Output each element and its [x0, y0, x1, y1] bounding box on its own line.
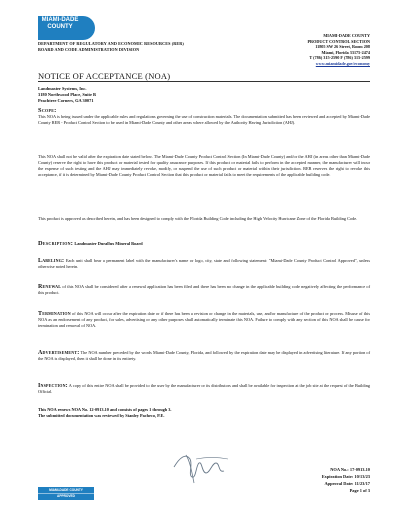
department-block	[38, 41, 184, 52]
advertisement-heading: Advertisement:	[38, 350, 80, 356]
description-text: Landmaster Durallux Mineral Board	[74, 241, 143, 246]
applicant-city: Peachtree Corners, GA 30071	[38, 98, 94, 103]
inspection-section	[38, 383, 370, 395]
address-block	[307, 33, 370, 66]
advertisement-section	[38, 350, 370, 362]
applicant-street: 3180 Northwood Place, Suite B	[38, 92, 96, 97]
renewal-heading: Renewal	[38, 284, 62, 290]
noa-footer	[322, 466, 370, 494]
badge-approved-text: APPROVED	[57, 494, 75, 498]
termination-heading: Termination	[38, 311, 71, 317]
renewal-text: of this NOA shall be considered after a renewal application has been filed and there has been no change in the applicable building code negatively affecting the performance of this product.	[38, 284, 370, 296]
inspection-text: A copy of this entire NOA shall be provided to the user by the manufacturer or its distributors and shall be available for inspection at the job site at the request of the Building Official.	[38, 383, 370, 395]
department-name: DEPARTMENT OF REGULATORY AND ECONOMIC RESOURCES (RER)	[38, 41, 184, 46]
page-number: Page 1 of 3	[349, 488, 370, 493]
applicant-address	[38, 86, 96, 104]
scope-paragraph-2: This NOA shall not be valid after the expiration date stated below. The Miami-Dade County Product Control Section (In Miami-Dade County) and/or the AHJ (in areas other than Miami-Dade County) reserve the right to have this product or material tested for quality assurance purposes. If this product or material fails to perform in the accepted manner, the manufacturer will incur the expense of such testing and the AHJ may immediately revoke, modify, or suspend the use of such product or material within their jurisdiction. RER reserves the right to revoke this acceptance, if it is determined by Miami-Dade County Product Control Section that this product or material fails to meet the requirements of the applicable building code.	[38, 154, 370, 178]
division-name: BOARD AND CODE ADMINISTRATION DIVISION	[38, 46, 140, 52]
title-divider	[38, 81, 370, 82]
address-line: PRODUCT CONTROL SECTION	[307, 38, 370, 44]
closing-section	[38, 407, 370, 419]
labeling-heading: Labeling:	[38, 258, 65, 264]
page-title: NOTICE OF ACCEPTANCE (NOA)	[38, 71, 171, 81]
address-line: MIAMI-DADE COUNTY	[323, 33, 370, 38]
reviewer-signature	[166, 445, 236, 487]
approval-date: Approval Date: 11/23/17	[324, 481, 370, 486]
labeling-text: Each unit shall bear a permanent label with the manufacturer's name or logo, city, state and following statement: "Miami-Dade County Product Control Approved", unless otherwise noted herein.	[38, 258, 370, 270]
termination-text: of this NOA will occur after the expiration date or if there has been a revision or change in the materials, use, and/or manufacture of the product or process. Misuse of this NOA as an endorsement of any product, for sales, advertising or any other purposes shall automatically terminate this NOA. Failure to comply with any section of this NOA shall be cause for termination and removal of NOA.	[38, 311, 370, 329]
website-link[interactable]: www.miamidade.gov/economy	[315, 60, 370, 66]
scope-paragraph-1: This NOA is being issued under the applicable rules and regulations governing the use of construction materials. The documentation submitted has been reviewed and accepted by Miami-Dade County RER - Product Control Section to be used in Miami-Dade County and other areas where allowed by the Authority Having Jurisdiction (AHJ).	[38, 114, 370, 126]
logo-text: MIAMI-DADE COUNTY	[41, 17, 79, 30]
noa-number: NOA No.: 17-0913.10	[330, 467, 370, 472]
badge-county-text: MIAMI-DADE COUNTY	[49, 488, 83, 492]
scope-section	[38, 108, 370, 126]
renewal-section	[38, 284, 370, 296]
scope-paragraph-3: This product is approved as described herein, and has been designed to comply with the Florida Building Code including the High Velocity Hurricane Zone of the Florida Building Code.	[38, 216, 358, 221]
applicant-name: Landmaster Systems, Inc.	[38, 86, 87, 91]
labeling-section	[38, 258, 370, 270]
description-heading: Description:	[38, 240, 74, 247]
advertisement-text: The NOA number preceded by the words Miami-Dade County, Florida, and followed by the expiration date may be displayed in advertising literature. If any portion of the NOA is displayed, then it shall be done in its entirety.	[38, 350, 371, 362]
inspection-heading: Inspection:	[38, 383, 68, 389]
expiration-date: Expiration Date: 10/13/23	[321, 474, 370, 479]
termination-section	[38, 311, 370, 329]
address-line: Miami, Florida 33175-2474	[321, 49, 370, 55]
reviewer-statement: The submitted documentation was reviewed by Stanley Pacheco, P.E.	[38, 413, 165, 419]
address-line: 11805 SW 26 Street, Room 208	[315, 44, 370, 49]
description-section	[38, 241, 370, 247]
address-line: T (786) 315-2590 F (786) 315-2599	[309, 55, 370, 60]
renewal-statement: This NOA renews NOA No. 12-0913.10 and consists of pages 1 through 3.	[38, 407, 172, 412]
scope-heading: Scope:	[38, 107, 57, 114]
